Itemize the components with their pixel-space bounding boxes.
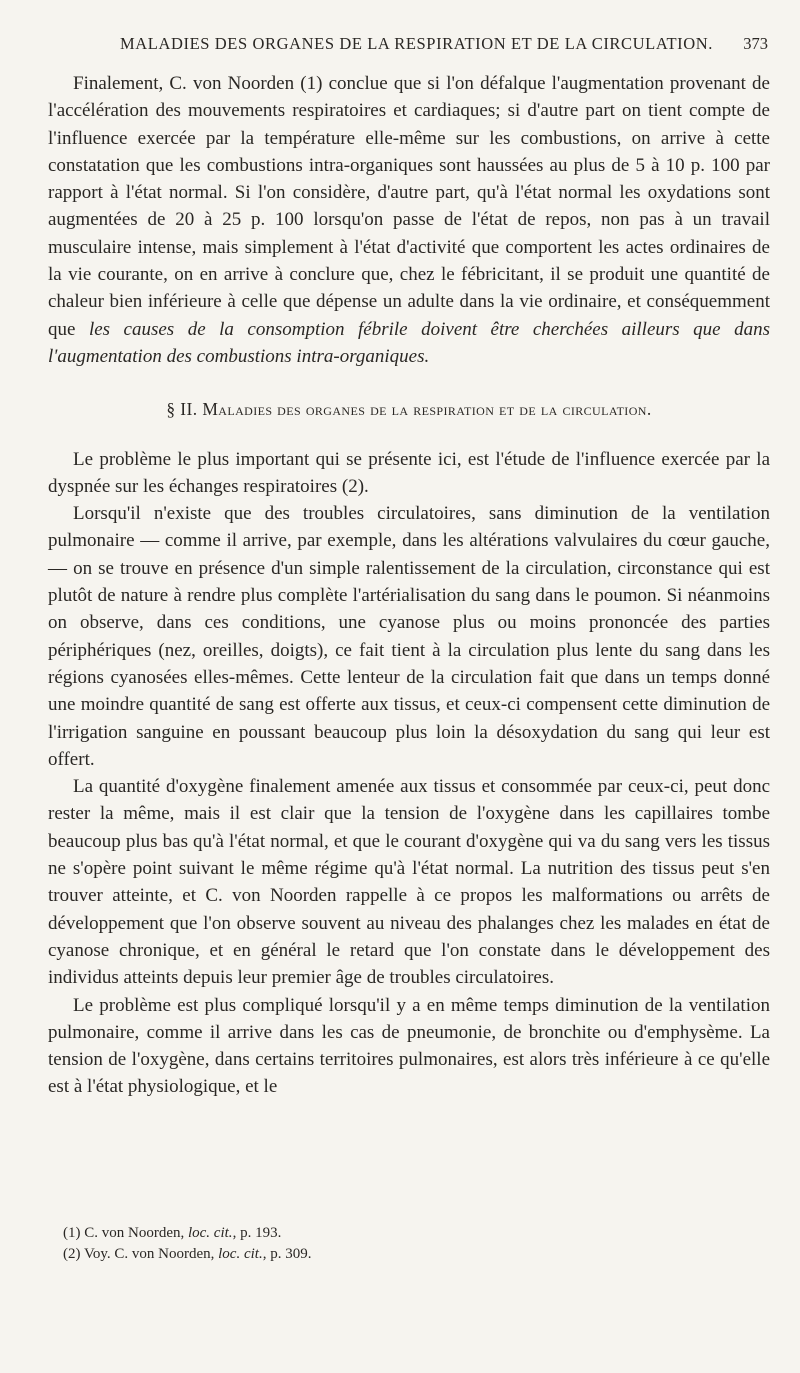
footnote-2: [63, 1244, 763, 1265]
footnote-1-page: , p. 193.: [232, 1225, 282, 1241]
body-text: [48, 70, 770, 1101]
footnote-2-text: (2) Voy. C. von Noorden,: [63, 1246, 219, 1262]
paragraph-circulation: Lorsqu'il n'existe que des troubles circulatoires, sans diminution de la ventilation pulmonaire — comme il arrive, par exemple, dans les altérations valvulaires du cœur gauche, — on se trouve en présence d'un simple ralentissement de la circulation, circonstance qui est plutôt de nature à rendre plus complète l'artérialisation du sang dans le poumon. Si néanmoins on observe, dans ces conditions, une cyanose plus ou moins prononcée des parties périphériques (nez, oreilles, doigts), ce fait tient à la circulation plus lente du sang dans les régions cyanosées elles-mêmes. Cette lenteur de la circulation fait que dans un temps donné une moindre quantité de sang est offerte aux tissus, et ceux-ci compensent cette diminution de l'irrigation sanguine en poussant beaucoup plus loin la désoxydation du sang qui leur est offert.: [48, 503, 770, 770]
paragraph-conclusion-text: Finalement, C. von Noorden (1) conclue que si l'on défalque l'augmentation provenant de l'accélération des mouvements respiratoires et cardiaques; si d'autre part on tient compte de l'influence exercée par la température elle-même sur les combustions, on arrive à cette constatation que les combustions intra-organiques sont haussées au plus de 5 à 10 p. 100 par rapport à l'état normal. Si l'on considère, d'autre part, qu'à l'état normal les oxydations sont augmentées de 20 à 25 p. 100 lorsqu'on passe de l'état de repos, non pas à un travail musculaire intense, mais simplement à l'état d'activité que comportent les actes ordinaires de la vie courante, on en arrive à conclure que, chez le fébricitant, il se produit une quantité de chaleur bien inférieure à celle que dépense un adulte dans la vie ordinaire, et conséquemment que: [48, 73, 770, 340]
paragraph-oxygen: La quantité d'oxygène finalement amenée aux tissus et consommée par ceux-ci, peut donc rester la même, mais il est clair que la tension de l'oxygène dans les capillaires tombe beaucoup plus bas qu'à l'état normal, et que le courant d'oxygène qui va du sang vers les tissus ne s'opère point suivant le même régime qu'à l'état normal. La nutrition des tissus peut s'en trouver atteinte, et C. von Noorden rappelle à ce propos les malformations ou arrêts de développement que l'on observe souvent au niveau des phalanges chez les malades en état de cyanose chronique, et en général le retard que l'on constate dans le développement des individus atteints depuis leur premier âge de troubles circulatoires.: [48, 776, 770, 989]
section-number: § II.: [166, 399, 198, 420]
page-number: 373: [743, 34, 768, 53]
running-title: MALADIES DES ORGANES DE LA RESPIRATION ET DE LA CIRCULATION.: [120, 34, 714, 53]
footnote-1: [63, 1223, 763, 1244]
paragraph-dyspnea: Le problème le plus important qui se présente ici, est l'étude de l'influence exercée par la dyspnée sur les échanges respiratoires (2).: [48, 448, 770, 497]
footnote-2-page: , p. 309.: [262, 1246, 312, 1262]
footnote-2-italic: loc. cit.: [218, 1246, 263, 1262]
paragraph-conclusion: [48, 70, 770, 370]
footnote-1-text: (1) C. von Noorden,: [63, 1225, 188, 1241]
footnotes: [63, 1223, 763, 1265]
paragraph-conclusion-emphasis: les causes de la consomption fébrile doivent être cherchées ailleurs que dans l'augmentation des combustions intra-organiques.: [48, 318, 770, 367]
footnote-1-italic: loc. cit.: [187, 1225, 233, 1241]
section-title: Maladies des organes de la respiration et de la circulation.: [202, 399, 652, 420]
section-heading: [48, 396, 770, 423]
running-header: [0, 34, 800, 60]
paragraph-ventilation: Le problème est plus compliqué lorsqu'il y a en même temps diminution de la ventilation pulmonaire, comme il arrive dans les cas de pneumonie, de bronchite ou d'emphysème. La tension de l'oxygène, dans certains territoires pulmonaires, est alors très inférieure à ce qu'elle est à l'état physiologique, et le: [48, 994, 770, 1098]
